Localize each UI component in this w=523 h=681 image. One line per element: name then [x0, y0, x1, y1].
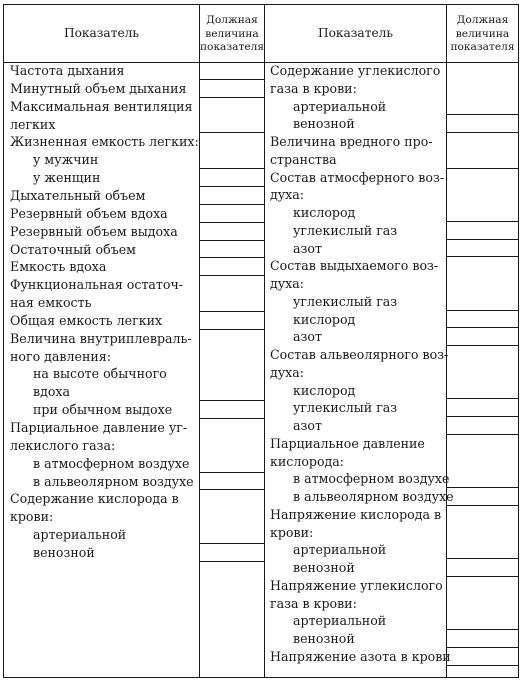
value-blank-line	[447, 168, 518, 169]
param-row-label: в альвеолярном воздухе	[33, 473, 194, 489]
value-blank-line	[200, 168, 264, 169]
param-row-label: Напряжение кислорода в	[270, 506, 442, 522]
value-blank-line	[447, 558, 518, 559]
param-row-label: Содержание углекислого	[270, 63, 441, 78]
param-row-label: в атмосферном воздухе	[293, 471, 450, 487]
left-border	[3, 4, 4, 678]
value-blank-line	[200, 275, 264, 276]
value-blank-line	[200, 132, 264, 133]
param-row-label: азот	[293, 329, 322, 345]
left-value-divider	[199, 4, 200, 678]
value-blank-line	[200, 329, 264, 330]
param-row-label: ного давления:	[10, 348, 111, 364]
param-row-label: венозной	[293, 116, 355, 132]
param-row-label: крови:	[10, 509, 54, 525]
value-blank-line	[200, 97, 264, 98]
value-blank-line	[200, 222, 264, 223]
value-blank-line	[447, 221, 518, 222]
right-border	[518, 4, 519, 678]
param-row-label: Величина вредного про-	[270, 134, 433, 149]
param-row-label: в атмосферном воздухе	[33, 455, 190, 471]
value-blank-line	[200, 561, 264, 562]
header-value-line: Должная	[206, 14, 258, 26]
param-row-label: Напряжение углекислого	[270, 577, 443, 593]
param-row-label: легких	[10, 116, 56, 132]
param-row-label: азот	[293, 240, 322, 256]
param-row-label: Минутный объем дыхания	[10, 80, 187, 96]
param-row-label: Дыхательный объем	[10, 187, 146, 203]
right-value-divider	[446, 4, 447, 678]
value-blank-line	[447, 665, 518, 666]
value-blank-line	[447, 239, 518, 240]
param-row-label: артериальной	[33, 527, 127, 543]
param-row-label: духа:	[270, 276, 305, 291]
param-row-label: Частота дыхания	[10, 63, 125, 78]
header-value-left	[200, 14, 264, 55]
value-blank-line	[200, 257, 264, 258]
param-row-label: Величина внутриплевраль-	[10, 330, 192, 346]
value-blank-line	[200, 489, 264, 490]
param-row-label: углекислый газ	[293, 400, 398, 416]
header-value-line: Должная	[456, 14, 509, 26]
param-row-label: Остаточный объем	[10, 241, 136, 257]
param-row-label: венозной	[293, 631, 355, 646]
center-divider	[264, 4, 265, 678]
param-row-label: Резервный объем вдоха	[10, 205, 168, 221]
param-row-label: духа:	[270, 187, 305, 203]
header-value-line: величина	[205, 27, 259, 40]
param-row-label: Напряжение азота в крови	[270, 648, 451, 664]
param-row-label: кислорода:	[270, 453, 345, 469]
value-blank-line	[447, 327, 518, 328]
param-row-label: Жизненная емкость легких:	[10, 134, 199, 150]
param-row-label: Парциальное давление	[270, 435, 425, 451]
value-blank-line	[447, 256, 518, 257]
value-blank-line	[200, 240, 264, 241]
param-row-label: у мужчин	[33, 152, 99, 168]
value-blank-line	[447, 576, 518, 577]
value-blank-line	[200, 204, 264, 205]
param-row-label: Функциональная остаточ-	[10, 277, 184, 293]
param-row-label: венозной	[33, 544, 95, 560]
param-row-label: кислород	[293, 311, 356, 327]
value-blank-line	[200, 311, 264, 312]
value-blank-line	[200, 418, 264, 419]
param-row-label: венозной	[293, 560, 355, 575]
param-row-label: Емкость вдоха	[10, 259, 107, 275]
param-row-label: Состав альвеолярного воз-	[270, 347, 449, 362]
param-row-label: у женщин	[33, 170, 101, 186]
param-row-label: углекислый газ	[293, 222, 398, 238]
param-row-label: ная емкость	[10, 295, 92, 311]
header-value-line: показателя	[450, 41, 515, 53]
param-row-label: артериальной	[293, 542, 387, 558]
param-row-label: Максимальная вентиляция	[10, 98, 193, 114]
value-blank-line	[200, 472, 264, 473]
header-param-left: Показатель	[63, 26, 140, 41]
param-row-label: Общая емкость легких	[10, 312, 163, 328]
value-blank-line	[447, 114, 518, 115]
value-blank-line	[447, 310, 518, 311]
value-blank-line	[447, 132, 518, 133]
header-value-line: показателя	[200, 41, 265, 53]
header-value-right	[447, 14, 518, 55]
param-row-label: Парциальное давление уг-	[10, 420, 188, 435]
param-row-label: при обычном выдохе	[33, 402, 173, 418]
param-row-label: Резервный объем выдоха	[10, 223, 178, 239]
param-row-label: Состав атмосферного воз-	[270, 169, 445, 185]
value-blank-line	[447, 416, 518, 417]
value-blank-line	[447, 434, 518, 435]
param-row-label: на высоте обычного	[33, 366, 167, 382]
table-bottom-rule	[3, 677, 519, 678]
value-blank-line	[447, 629, 518, 630]
param-row-label: Содержание кислорода в	[10, 491, 179, 507]
value-blank-line	[200, 79, 264, 80]
value-blank-line	[447, 487, 518, 488]
param-row-label: газа в крови:	[270, 80, 357, 96]
param-row-label: крови:	[270, 524, 314, 540]
param-row-label: духа:	[270, 364, 305, 380]
param-row-label: лекислого газа:	[10, 437, 116, 453]
value-blank-line	[447, 505, 518, 506]
param-row-label: артериальной	[293, 613, 387, 629]
param-row-label: артериальной	[293, 98, 387, 114]
header-param-right: Показатель	[317, 26, 394, 41]
param-row-label: углекислый газ	[293, 293, 398, 309]
param-row-label: азот	[293, 418, 322, 433]
value-blank-line	[447, 647, 518, 648]
param-row-label: вдоха	[33, 384, 71, 400]
param-row-label: газа в крови:	[270, 595, 357, 611]
param-row-label: Состав выдыхаемого воз-	[270, 258, 439, 274]
value-blank-line	[447, 345, 518, 346]
value-blank-line	[200, 400, 264, 401]
param-row-label: в альвеолярном воздухе	[293, 489, 454, 504]
param-row-label: кислород	[293, 205, 356, 220]
param-row-label: кислород	[293, 382, 356, 398]
value-blank-line	[447, 398, 518, 399]
param-row-label: странства	[270, 151, 337, 167]
value-blank-line	[200, 186, 264, 187]
header-value-line: величина	[455, 27, 510, 40]
value-blank-line	[200, 543, 264, 544]
